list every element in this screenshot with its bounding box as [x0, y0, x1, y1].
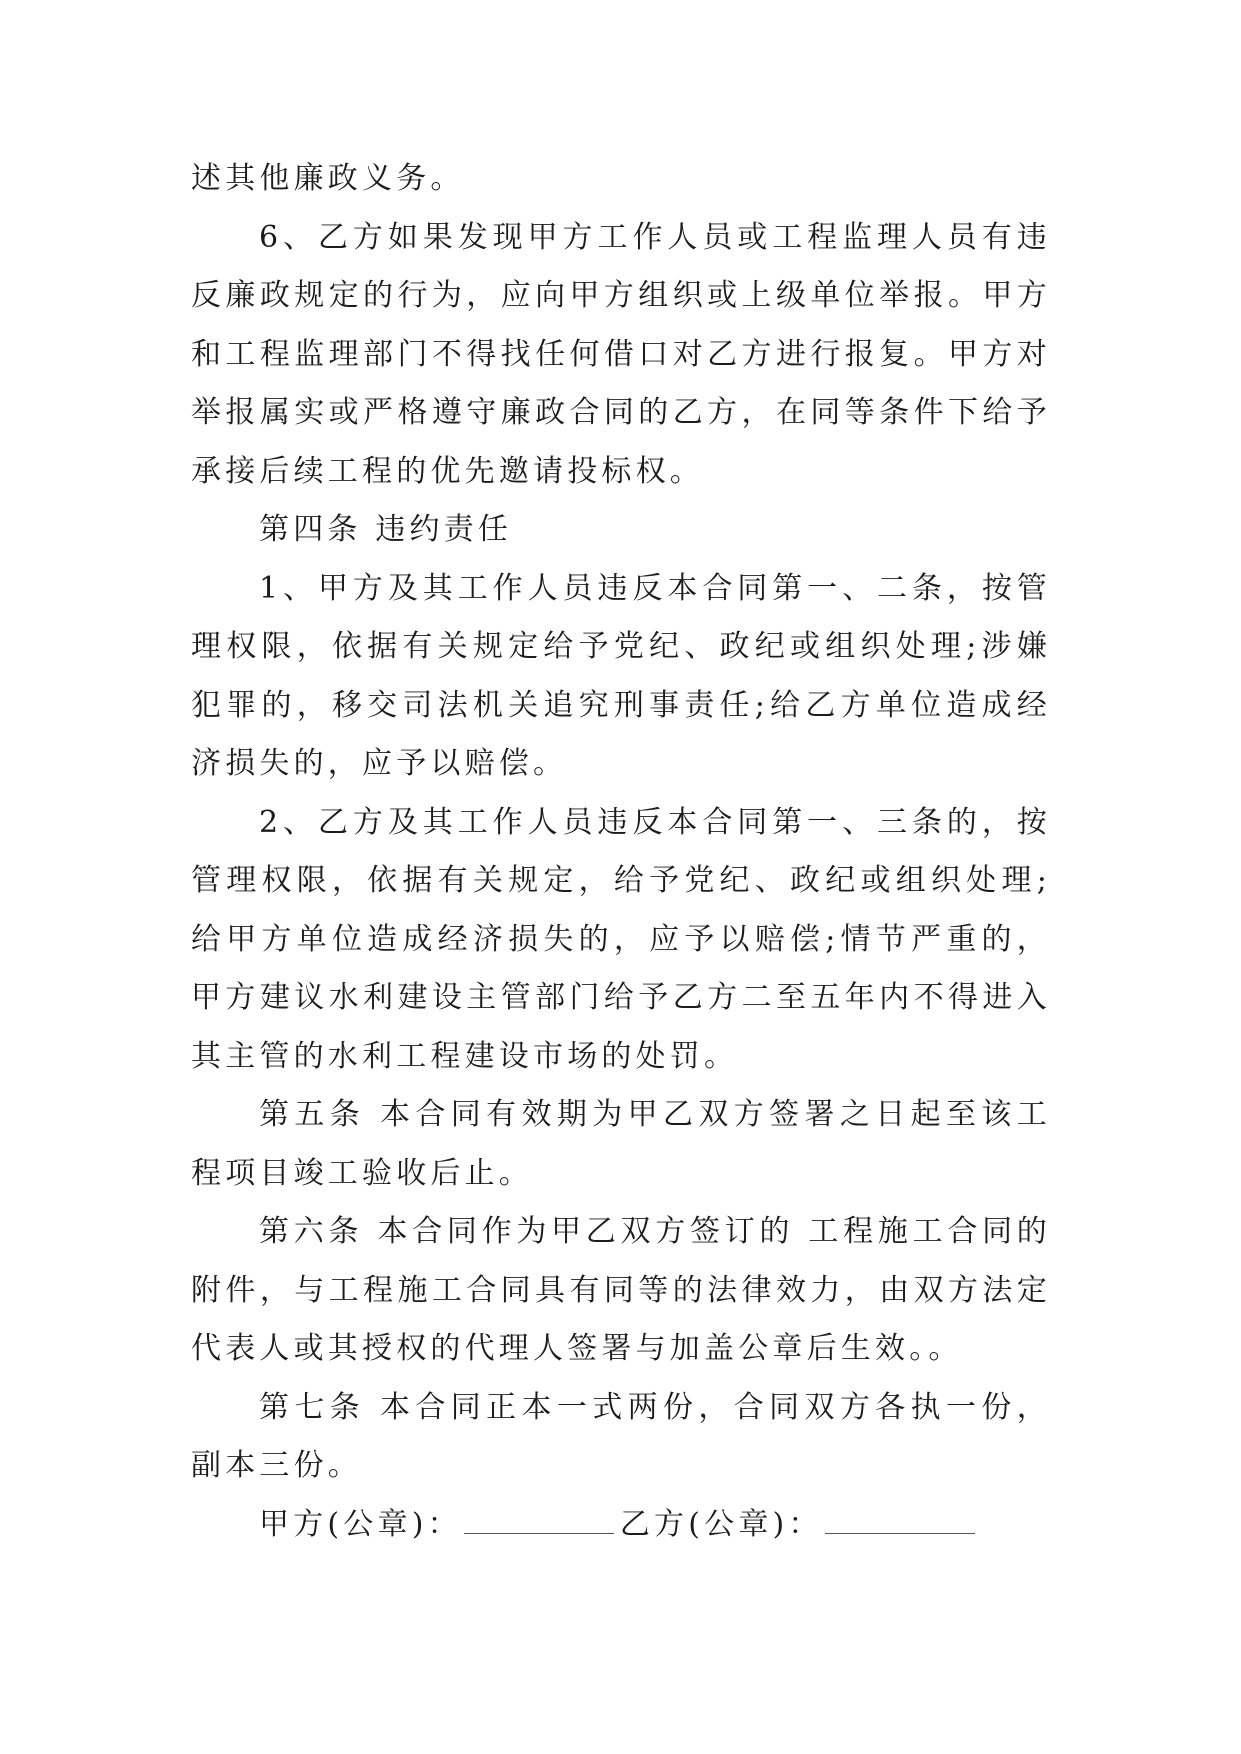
party-b-seal-label: 乙方(公章)： — [619, 1506, 823, 1542]
paragraph-article-6: 第六条 本合同作为甲乙双方签订的 工程施工合同的附件，与工程施工合同具有同等的法律效力，由双方法定代表人或其授权的代理人签署与加盖公章后生效。。 — [191, 1214, 1051, 1366]
paragraph-1: 6、乙方如果发现甲方工作人员或工程监理人员有违反廉政规定的行为，应向甲方组织或上级单位举报。甲方和工程监理部门不得找任何借口对乙方进行报复。甲方对举报属实或严格遵守廉政合同的乙方，在同等条件下给予承接后续工程的优先邀请投标权。 — [191, 219, 1051, 489]
paragraph-article-5: 第五条 本合同有效期为甲乙双方签署之日起至该工程项目竣工验收后止。 — [191, 1097, 1051, 1191]
paragraph-0: 述其他廉政义务。 — [191, 161, 465, 196]
paragraph-article-7: 第七条 本合同正本一式两份，合同双方各执一份，副本三份。 — [191, 1389, 1051, 1483]
section-heading-article-4: 第四条 违约责任 — [259, 512, 513, 547]
signature-line — [191, 1496, 1051, 1555]
document-page — [191, 150, 1051, 1554]
party-a-seal-blank[interactable] — [464, 1507, 614, 1534]
party-a-seal-label: 甲方(公章)： — [259, 1506, 462, 1542]
paragraph-4: 2、乙方及其工作人员违反本合同第一、三条的，按管理权限，依据有关规定，给予党纪、政纪或组织处理;给甲方单位造成经济损失的，应予以赔偿;情节严重的，甲方建议水利建设主管部门给予乙方二至五年内不得进入其主管的水利工程建设市场的处罚。 — [191, 804, 1051, 1074]
paragraph-3: 1、甲方及其工作人员违反本合同第一、二条，按管理权限，依据有关规定给予党纪、政纪或组织处理;涉嫌犯罪的，移交司法机关追究刑事责任;给乙方单位造成经济损失的，应予以赔偿。 — [191, 570, 1051, 781]
party-b-seal-blank[interactable] — [825, 1507, 975, 1534]
